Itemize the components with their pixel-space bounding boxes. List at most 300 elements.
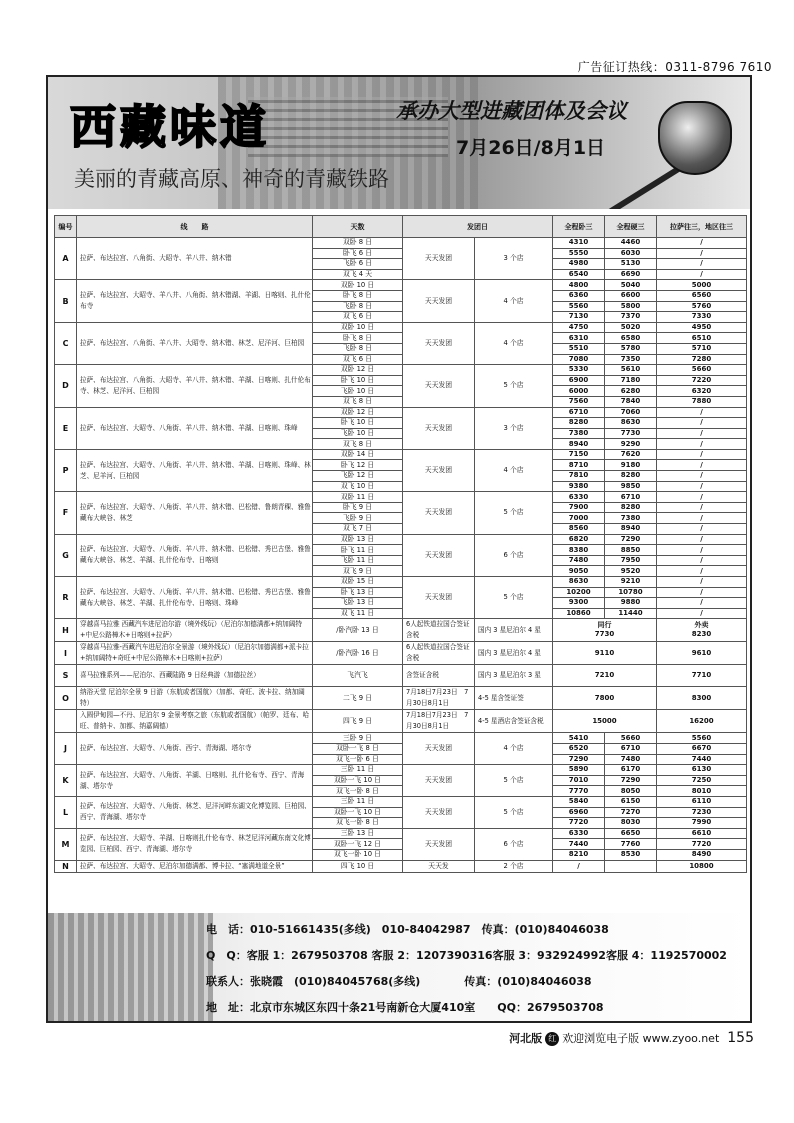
route-code: I: [55, 642, 77, 665]
price-hard: 6710: [605, 743, 657, 754]
route-days: 卧飞 8 日: [313, 333, 403, 344]
route-code: D: [55, 365, 77, 407]
price-soft: 7720: [553, 818, 605, 829]
price-hard: 6580: [605, 333, 657, 344]
price-region: /: [657, 598, 747, 609]
route-code: H: [55, 619, 77, 642]
route-days: 飞卧 9 日: [313, 513, 403, 524]
route-code: A: [55, 238, 77, 280]
route-departure: 6人起铁道拉国合签证含税: [403, 619, 475, 642]
price-hard: 9180: [605, 460, 657, 471]
route-code: M: [55, 828, 77, 860]
route-description: 喜马拉雅系列——尼泊尔、西藏陆路 9 日经典游（加德拉丝）: [77, 665, 313, 687]
price-region: /: [657, 545, 747, 556]
price-soft: 8560: [553, 524, 605, 535]
route-hotel: 国内 3 星尼泊尔 4 星: [475, 619, 553, 642]
price-region: 6670: [657, 743, 747, 754]
price-hard: 8030: [605, 818, 657, 829]
price-hard: 8850: [605, 545, 657, 556]
route-shops: 4 个店: [475, 322, 553, 364]
price-hard: 6690: [605, 269, 657, 280]
price-hard: 4460: [605, 238, 657, 249]
route-days: 双卧 14 日: [313, 449, 403, 460]
price-soft: /: [553, 860, 605, 872]
route-code: C: [55, 322, 77, 364]
price-retail-value: 8300: [691, 693, 712, 702]
price-soft: 7080: [553, 354, 605, 365]
route-departure: 天天发团: [403, 765, 475, 797]
route-days: 双飞一卧 10 日: [313, 849, 403, 860]
contact-panel: [48, 913, 750, 1021]
price-soft: 7440: [553, 839, 605, 850]
table-row: [55, 280, 747, 291]
route-days: 三卧 9 日: [313, 733, 403, 744]
price-soft: 6710: [553, 407, 605, 418]
route-departure: 天天发团: [403, 280, 475, 322]
price-hard: 7380: [605, 513, 657, 524]
price-region: 6510: [657, 333, 747, 344]
price-region: /: [657, 269, 747, 280]
price-trade: [553, 642, 657, 665]
header-days: 天数: [313, 216, 403, 238]
price-soft: 6000: [553, 386, 605, 397]
price-region: /: [657, 502, 747, 513]
price-hard: 9850: [605, 481, 657, 492]
route-departure: 7月18日7月23日 7月30日8月1日: [403, 687, 475, 710]
price-soft: 6900: [553, 375, 605, 386]
price-trade-label: 同行: [597, 621, 612, 630]
price-region: /: [657, 418, 747, 429]
price-hard: 11440: [605, 608, 657, 619]
price-hard: 6170: [605, 765, 657, 776]
contact-phone: 电 话：010-51661435(多线) 010-84042987 传真：(010)84046038: [206, 923, 609, 936]
route-days: 四飞 10 日: [313, 860, 403, 872]
route-shops: 4 个店: [475, 449, 553, 491]
price-region: 7280: [657, 354, 747, 365]
table-row: [55, 577, 747, 588]
table-row: [55, 365, 747, 376]
route-departure: 天天发团: [403, 407, 475, 449]
header-price-region: 拉萨往三，地区往三: [657, 216, 747, 238]
table-row-special: [55, 665, 747, 687]
price-hard: 7350: [605, 354, 657, 365]
route-days: 卧飞 12 日: [313, 460, 403, 471]
price-hard: 7060: [605, 407, 657, 418]
route-days: 卧飞 10 日: [313, 375, 403, 386]
price-retail-label: 外卖: [694, 621, 709, 630]
price-trade: [553, 619, 657, 642]
route-code: P: [55, 449, 77, 491]
price-hard: 5800: [605, 301, 657, 312]
price-hard: 7620: [605, 449, 657, 460]
price-soft: 5510: [553, 343, 605, 354]
route-days: 双卧 12 日: [313, 407, 403, 418]
route-days: 卧飞 8 日: [313, 290, 403, 301]
route-description: 拉萨、布达拉宫、大昭寺、八角街、羊湖、日喀则、扎什伦布寺、西宁、青海湖、塔尔寺: [77, 765, 313, 797]
route-description: 穿越喜马拉雅 西藏汽车进尼泊尔游（境外线玩）（尼泊尔加德满都+纳加阔特+中尼公路樟木+日喀则+拉萨）: [77, 619, 313, 642]
price-hard: 9210: [605, 577, 657, 588]
price-region: /: [657, 555, 747, 566]
route-code: G: [55, 534, 77, 576]
route-shops: 5 个店: [475, 577, 553, 619]
price-region: 7220: [657, 375, 747, 386]
price-soft: 9300: [553, 598, 605, 609]
price-region: 7880: [657, 396, 747, 407]
route-days: 双卧 13 日: [313, 534, 403, 545]
route-description: 拉萨、布达拉宫、八角街、羊八井、大昭寺、纳木错、林芝、尼洋河、巨柏园: [77, 322, 313, 364]
route-hotel: 4-5 星酒店含签证含税: [475, 710, 553, 733]
price-hard: 7730: [605, 428, 657, 439]
banner: [48, 77, 750, 209]
price-soft: 6330: [553, 492, 605, 503]
price-hard: 10780: [605, 587, 657, 598]
price-region: 10800: [657, 860, 747, 872]
price-soft: 6330: [553, 828, 605, 839]
route-table: [54, 215, 747, 873]
route-shops: 3 个店: [475, 238, 553, 280]
price-region: /: [657, 566, 747, 577]
price-soft: 4980: [553, 259, 605, 270]
price-trade: [553, 710, 657, 733]
route-days: 双卧 10 日: [313, 322, 403, 333]
route-description: 拉萨、布达拉宫、大昭寺、八角街、羊八井、纳木错、羊湖、日喀则、珠峰: [77, 407, 313, 449]
route-description: 纳浴天堂 尼泊尔全景 9 日游（东航或者国航）（加都、奇旺、波卡拉、纳加阔特）: [77, 687, 313, 710]
route-description: 拉萨、布达拉宫、大昭寺、羊八井、八角街、纳木错湖、羊湖、日喀则、扎什伦布寺: [77, 280, 313, 322]
price-soft: 7150: [553, 449, 605, 460]
contact-person: 联系人：张晓霞 (010)84045768(多线) 传真：(010)84046038: [206, 975, 592, 988]
prayer-wheel-handle-icon: [602, 165, 682, 209]
price-hard: 8530: [605, 849, 657, 860]
price-soft: 6960: [553, 807, 605, 818]
price-retail: [657, 687, 747, 710]
route-days: 双飞 4 天: [313, 269, 403, 280]
route-days: 双飞一卧 6 日: [313, 754, 403, 765]
route-hotel: 国内 3 星尼泊尔 4 星: [475, 642, 553, 665]
route-departure: 6人起铁道拉国合签证含税: [403, 642, 475, 665]
route-days: 三卧 11 日: [313, 796, 403, 807]
route-days: 飞卧 10 日: [313, 386, 403, 397]
price-hard: 9880: [605, 598, 657, 609]
route-code: B: [55, 280, 77, 322]
route-departure: 天天发团: [403, 577, 475, 619]
price-region: 5660: [657, 365, 747, 376]
price-hard: 6030: [605, 248, 657, 259]
route-days: 双卧一飞 12 日: [313, 839, 403, 850]
route-code: O: [55, 687, 77, 710]
price-hard: 8280: [605, 502, 657, 513]
price-soft: 5410: [553, 733, 605, 744]
route-hotel: 国内 3 星尼泊尔 3 星: [475, 665, 553, 687]
route-days: 双飞 6 日: [313, 354, 403, 365]
route-code: S: [55, 665, 77, 687]
route-days: 卧飞 6 日: [313, 248, 403, 259]
price-trade-value: 7210: [594, 671, 615, 680]
route-code: F: [55, 492, 77, 534]
price-region: 4950: [657, 322, 747, 333]
price-soft: 5550: [553, 248, 605, 259]
route-days: 卧飞 9 日: [313, 502, 403, 513]
price-soft: 8940: [553, 439, 605, 450]
route-departure: 天天发团: [403, 322, 475, 364]
table-row: [55, 733, 747, 744]
route-days: 卧飞 11 日: [313, 545, 403, 556]
price-region: 5760: [657, 301, 747, 312]
price-region: 7720: [657, 839, 747, 850]
price-region: 7230: [657, 807, 747, 818]
banner-slogan: 承办大型进藏团体及会议: [396, 98, 627, 123]
route-days: 双卧 11 日: [313, 492, 403, 503]
price-retail: [657, 665, 747, 687]
price-soft: 8210: [553, 849, 605, 860]
price-soft: 7010: [553, 775, 605, 786]
price-hard: 9290: [605, 439, 657, 450]
route-days: 四飞 9 日: [313, 710, 403, 733]
route-shops: 2 个店: [475, 860, 553, 872]
route-days: 双卧 15 日: [313, 577, 403, 588]
price-region: /: [657, 471, 747, 482]
price-region: 7250: [657, 775, 747, 786]
price-hard: 7290: [605, 534, 657, 545]
price-hard: 5020: [605, 322, 657, 333]
table-row: [55, 322, 747, 333]
route-departure: 含签证含税: [403, 665, 475, 687]
route-days: 双飞 7 日: [313, 524, 403, 535]
price-soft: 5890: [553, 765, 605, 776]
price-soft: 6820: [553, 534, 605, 545]
route-days: 双飞 9 日: [313, 566, 403, 577]
price-region: 6560: [657, 290, 747, 301]
route-description: 入圆伊甸园—不丹、尼泊尔 9 金景考察之旅（东航或者国航）（帕罗、廷布、哈旺、普纳卡、加都、纳嘉阔德）: [77, 710, 313, 733]
route-days: 双飞 10 日: [313, 481, 403, 492]
price-soft: 5560: [553, 301, 605, 312]
route-code: R: [55, 577, 77, 619]
table-row: [55, 449, 747, 460]
header-route: 线 路: [77, 216, 313, 238]
price-region: /: [657, 577, 747, 588]
table-row: [55, 492, 747, 503]
price-retail: [657, 710, 747, 733]
price-trade: [553, 687, 657, 710]
price-soft: 7560: [553, 396, 605, 407]
route-departure: 天天发: [403, 860, 475, 872]
price-retail-value: 9610: [691, 648, 712, 657]
route-days: 飞卧 13 日: [313, 598, 403, 609]
route-days: 飞卧 8 日: [313, 343, 403, 354]
route-days: 双卧一飞 10 日: [313, 807, 403, 818]
contact-qq: Q Q：客服 1：2679503708 客服 2：1207390316客服 3：932924992客服 4：1192570002: [206, 949, 727, 962]
table-row: [55, 828, 747, 839]
route-description: 拉萨、布达拉宫、大昭寺、八角街、羊八井、纳木错、巴松错、鲁朗青稞、雅鲁藏布大峡谷、林芝: [77, 492, 313, 534]
table-row: [55, 860, 747, 872]
price-soft: 8280: [553, 418, 605, 429]
route-description: 拉萨、布达拉宫、大昭寺、八角街、羊八井、纳木错、巴松错、秀巴古堡、雅鲁藏布大峡谷、林芝、羊湖、扎什伦布寺、日喀则: [77, 534, 313, 576]
route-days: 双卧 8 日: [313, 238, 403, 249]
price-hard: 7270: [605, 807, 657, 818]
route-code: L: [55, 796, 77, 828]
price-region: /: [657, 524, 747, 535]
price-region: /: [657, 407, 747, 418]
route-shops: 5 个店: [475, 796, 553, 828]
price-region: /: [657, 513, 747, 524]
price-trade-value: 7800: [594, 693, 615, 702]
price-soft: 7900: [553, 502, 605, 513]
route-days: 飞汽飞: [313, 665, 403, 687]
price-soft: 7480: [553, 555, 605, 566]
table-row-special: [55, 642, 747, 665]
table-row: [55, 238, 747, 249]
price-hard: 7950: [605, 555, 657, 566]
route-code: J: [55, 733, 77, 765]
route-description: 拉萨、布达拉宫、八角街、大昭寺、羊八井、纳木错、羊湖、日喀则、扎什伦布寺、林芝、尼洋河、巨柏园: [77, 365, 313, 407]
price-region: 8010: [657, 786, 747, 797]
route-days: 飞卧 10 日: [313, 428, 403, 439]
price-soft: 9380: [553, 481, 605, 492]
route-departure: 天天发团: [403, 492, 475, 534]
route-days: 二飞 9 日: [313, 687, 403, 710]
price-retail-value: 8230: [691, 630, 712, 639]
route-description: 拉萨、布达拉宫、大昭寺、羊湖、日喀则扎什伦布寺、林芝尼洋河藏东南文化博览园、巨柏园、西宁、青海湖、塔尔寺: [77, 828, 313, 860]
price-hard: 6150: [605, 796, 657, 807]
route-departure: 天天发团: [403, 796, 475, 828]
route-days: 飞卧 11 日: [313, 555, 403, 566]
route-code: K: [55, 765, 77, 797]
route-days: 双卧一飞 8 日: [313, 743, 403, 754]
price-region: 5560: [657, 733, 747, 744]
price-soft: 5330: [553, 365, 605, 376]
price-region: 7330: [657, 312, 747, 323]
price-hard: 5610: [605, 365, 657, 376]
price-soft: 6540: [553, 269, 605, 280]
price-hard: 7180: [605, 375, 657, 386]
price-hard: 5660: [605, 733, 657, 744]
price-hard: 5780: [605, 343, 657, 354]
price-hard: 8940: [605, 524, 657, 535]
table-row: [55, 407, 747, 418]
route-days: 双飞 8 日: [313, 396, 403, 407]
price-hard: 8630: [605, 418, 657, 429]
price-hard: 7290: [605, 775, 657, 786]
header-price-hard: 全程硬三: [605, 216, 657, 238]
footer-link[interactable]: 欢迎浏览电子版 www.zyoo.net: [562, 1032, 720, 1045]
price-region: 6110: [657, 796, 747, 807]
price-region: /: [657, 587, 747, 598]
route-code: E: [55, 407, 77, 449]
price-soft: 7000: [553, 513, 605, 524]
price-region: /: [657, 428, 747, 439]
price-hard: 6600: [605, 290, 657, 301]
price-hard: 7840: [605, 396, 657, 407]
table-row-special: [55, 710, 747, 733]
page-footer: [509, 1030, 754, 1046]
banner-dates: 7月26日/8月1日: [456, 137, 606, 159]
route-rows-main: [55, 238, 747, 873]
route-shops: 6 个店: [475, 534, 553, 576]
route-days: 三卧 11 日: [313, 765, 403, 776]
price-soft: 7810: [553, 471, 605, 482]
banner-title: 西藏味道: [70, 100, 270, 154]
price-region: 6610: [657, 828, 747, 839]
price-hard: 7370: [605, 312, 657, 323]
price-retail: [657, 642, 747, 665]
price-region: 5710: [657, 343, 747, 354]
price-region: /: [657, 449, 747, 460]
route-shops: 5 个店: [475, 492, 553, 534]
price-region: /: [657, 248, 747, 259]
price-soft: 8380: [553, 545, 605, 556]
route-days: 双飞 11 日: [313, 608, 403, 619]
route-description: 拉萨、布达拉宫、大昭寺、尼泊尔加德满都、博卡拉、“塞满地道全景”: [77, 860, 313, 872]
route-days: /卧汽卧 16 日: [313, 642, 403, 665]
price-region: 8490: [657, 849, 747, 860]
prayer-wheel-icon: [658, 101, 732, 175]
price-retail: [657, 619, 747, 642]
price-region: /: [657, 238, 747, 249]
table-row: [55, 534, 747, 545]
route-departure: 7月18日7月23日 7月30日8月1日: [403, 710, 475, 733]
edition-label: 河北版: [509, 1032, 543, 1045]
table-row: [55, 765, 747, 776]
price-hard: 9520: [605, 566, 657, 577]
price-soft: 4800: [553, 280, 605, 291]
price-hard: 6650: [605, 828, 657, 839]
price-region: /: [657, 534, 747, 545]
route-shops: 3 个店: [475, 407, 553, 449]
ad-hotline: 广告征订热线：0311-8796 7610: [577, 60, 772, 74]
price-hard: 8050: [605, 786, 657, 797]
route-days: 双卧一飞 10 日: [313, 775, 403, 786]
price-hard: 7760: [605, 839, 657, 850]
route-hotel: 4-5 星含签证签: [475, 687, 553, 710]
price-hard: 6710: [605, 492, 657, 503]
price-region: 6320: [657, 386, 747, 397]
header-departure: 发团日: [403, 216, 553, 238]
route-days: 双飞 8 日: [313, 439, 403, 450]
price-trade-value: 9110: [594, 648, 615, 657]
price-soft: 10860: [553, 608, 605, 619]
route-code: [55, 710, 77, 733]
route-description: 拉萨、布达拉宫、大昭寺、八角街、羊八井、纳木错、羊湖、日喀则、珠峰、林芝、尼羊河、巨柏园: [77, 449, 313, 491]
route-departure: 天天发团: [403, 534, 475, 576]
route-days: 双飞一卧 8 日: [313, 818, 403, 829]
price-soft: 4750: [553, 322, 605, 333]
route-days: 飞卧 12 日: [313, 471, 403, 482]
prayer-wheels-image: [48, 913, 213, 1021]
route-departure: 天天发团: [403, 733, 475, 765]
price-region: /: [657, 492, 747, 503]
route-shops: 4 个店: [475, 280, 553, 322]
price-hard: 8280: [605, 471, 657, 482]
route-days: 双飞一卧 8 日: [313, 786, 403, 797]
price-soft: 8630: [553, 577, 605, 588]
price-soft: 6360: [553, 290, 605, 301]
contact-address: 地 址：北京市东城区东四十条21号南新仓大厦410室 QQ：2679503708: [206, 1001, 604, 1014]
price-region: 7990: [657, 818, 747, 829]
price-hard: 6280: [605, 386, 657, 397]
route-description: 拉萨、布达拉宫、大昭寺、八角街、林芝、尼洋河畔东湖文化博览园、巨柏园、西宁、青海湖、塔尔寺: [77, 796, 313, 828]
price-soft: 8710: [553, 460, 605, 471]
ad-frame: [46, 75, 752, 1023]
header-code: 编号: [55, 216, 77, 238]
route-days: 卧飞 10 日: [313, 418, 403, 429]
banner-subtitle: 美丽的青藏高原、神奇的青藏铁路: [74, 167, 389, 191]
route-days: 双卧 12 日: [313, 365, 403, 376]
route-days: 双飞 6 日: [313, 312, 403, 323]
price-region: /: [657, 460, 747, 471]
route-days: 飞卧 6 日: [313, 259, 403, 270]
price-trade-value: 7730: [594, 630, 615, 639]
price-soft: 4310: [553, 238, 605, 249]
price-soft: 7380: [553, 428, 605, 439]
